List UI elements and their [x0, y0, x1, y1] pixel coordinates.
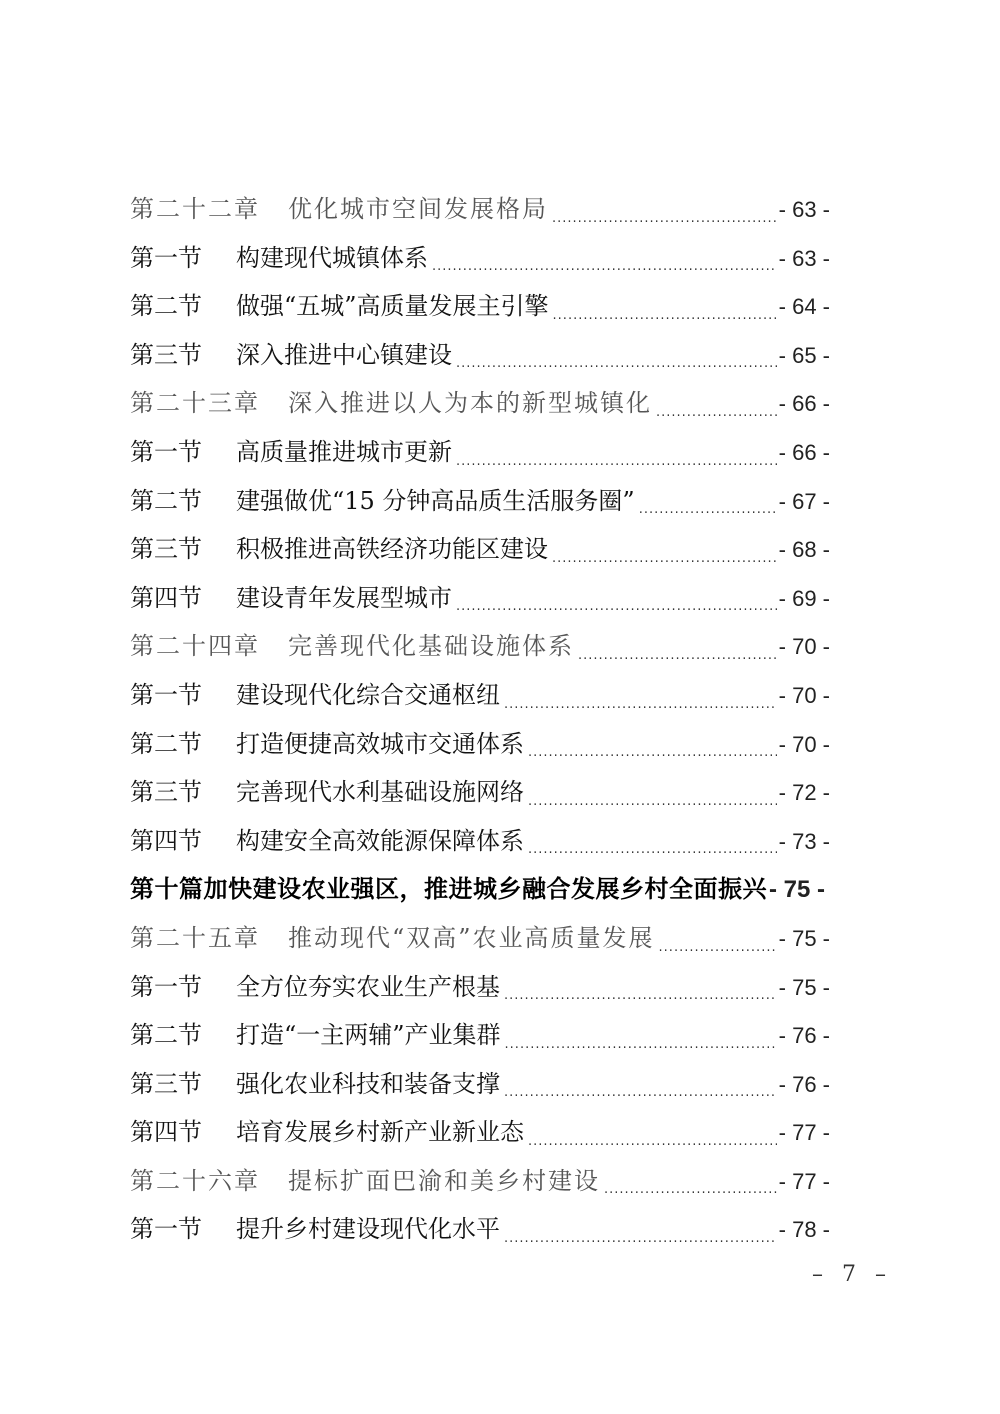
toc-entry-page: - 66 - [778, 439, 830, 465]
toc-entry-page: - 75 - [778, 925, 830, 951]
toc-entry-label: 第二十六章 [130, 1166, 260, 1195]
toc-entry-label: 第二十五章 [130, 923, 260, 952]
toc-entry-label: 第四节 [130, 1118, 202, 1147]
toc-section-entry[interactable] [130, 963, 830, 1012]
dot-leader [552, 204, 777, 234]
dot-leader [552, 544, 777, 574]
toc-entry-title: 深入推进中心镇建设 [236, 340, 452, 369]
toc-section-entry[interactable] [130, 671, 830, 720]
toc-entry-page: - 76 - [778, 1071, 830, 1097]
toc-chapter-entry[interactable] [130, 622, 830, 671]
toc-entry-title: 培育发展乡村新产业新业态 [236, 1118, 524, 1147]
toc-chapter-entry[interactable] [130, 1157, 830, 1206]
dot-leader [604, 1175, 777, 1205]
toc-entry-title: 打造便捷高效城市交通体系 [236, 729, 524, 758]
toc-entry-title: 建设青年发展型城市 [236, 583, 452, 612]
toc-chapter-entry[interactable] [130, 379, 830, 428]
toc-section-entry[interactable] [130, 1060, 830, 1109]
toc-entry-title: 提标扩面巴渝和美乡村建设 [288, 1166, 600, 1195]
toc-entry-label: 第一节 [130, 680, 202, 709]
toc-entry-page: - 63 - [778, 197, 830, 222]
dot-leader [659, 933, 777, 963]
page-number: – 7 – [812, 1262, 892, 1287]
toc-entry-label: 第一节 [130, 972, 202, 1001]
dot-leader [528, 835, 777, 865]
toc-entry-page: - 70 - [778, 634, 830, 660]
toc-entry-label: 第一节 [130, 437, 202, 466]
toc-entry-label: 第二十三章 [130, 389, 260, 418]
toc-section-entry[interactable] [130, 720, 830, 769]
toc-entry-label: 第二十四章 [130, 632, 260, 661]
dot-leader [528, 1127, 777, 1157]
toc-entry-label: 第二十二章 [130, 195, 260, 223]
toc-section-entry[interactable] [130, 525, 830, 574]
toc-entry-page: - 65 - [778, 342, 830, 368]
toc-entry-title: 加快建设农业强区，推进城乡融合发展乡村全面振兴 [203, 875, 767, 904]
toc-entry-label: 第三节 [130, 778, 202, 807]
dot-leader [528, 787, 777, 817]
toc-entry-title: 做强“五城”高质量发展主引擎 [236, 292, 549, 321]
toc-section-entry[interactable] [130, 234, 830, 283]
toc-entry-title: 深入推进以人为本的新型城镇化 [288, 389, 652, 418]
dot-leader [504, 1078, 777, 1108]
toc-entry-title: 积极推进高铁经济功能区建设 [236, 535, 548, 564]
toc-entry-title: 打造“一主两辅”产业集群 [236, 1021, 501, 1050]
toc-section-entry[interactable] [130, 1108, 830, 1157]
toc-entry-title: 完善现代水利基础设施网络 [236, 778, 524, 807]
dot-leader [456, 592, 777, 622]
toc-entry-page: - 75 - [778, 974, 830, 1000]
dot-leader [578, 641, 777, 671]
toc-entry-label: 第十篇 [130, 875, 204, 904]
toc-entry-title: 建强做优“15 分钟高品质生活服务圈” [236, 486, 635, 515]
toc-entry-title: 推动现代“双高”农业高质量发展 [288, 923, 655, 952]
toc-entry-page: - 64 - [778, 294, 830, 320]
toc-entry-label: 第四节 [130, 826, 202, 855]
dot-leader [656, 398, 777, 428]
toc-entry-title: 全方位夯实农业生产根基 [236, 972, 500, 1001]
toc-entry-page: - 77 - [778, 1120, 830, 1146]
toc-section-entry[interactable] [130, 1205, 830, 1254]
toc-section-entry[interactable] [130, 282, 830, 331]
toc-entry-page: - 69 - [778, 585, 830, 611]
toc-entry-label: 第三节 [130, 340, 202, 369]
toc-entry-label: 第二节 [130, 1021, 202, 1050]
toc-section-entry[interactable] [130, 331, 830, 380]
toc-chapter-entry[interactable] [130, 185, 830, 234]
toc-entry-label: 第二节 [130, 292, 202, 321]
toc-entry-label: 第二节 [130, 486, 202, 515]
dot-leader [504, 981, 777, 1011]
toc-entry-label: 第三节 [130, 535, 202, 564]
toc-entry-label: 第二节 [130, 729, 202, 758]
dot-leader [504, 1224, 777, 1254]
dot-leader [505, 1030, 777, 1060]
toc-entry-label: 第四节 [130, 583, 202, 612]
toc-entry-page: - 70 - [778, 682, 830, 708]
dot-leader [504, 690, 777, 720]
dot-leader [528, 738, 777, 768]
toc-entry-title: 构建安全高效能源保障体系 [236, 826, 524, 855]
toc-section-entry[interactable] [130, 1011, 830, 1060]
toc-entry-page: - 70 - [778, 731, 830, 757]
toc-entry-title: 优化城市空间发展格局 [288, 195, 548, 223]
toc-entry-title: 强化农业科技和装备支撑 [236, 1069, 500, 1098]
dot-leader [456, 447, 777, 477]
toc-entry-page: - 67 - [778, 488, 830, 514]
dot-leader [432, 252, 777, 282]
toc-entry-page: - 78 - [778, 1217, 830, 1243]
toc-entry-title: 建设现代化综合交通枢纽 [236, 680, 500, 709]
toc-chapter-entry[interactable] [130, 914, 830, 963]
toc-part-entry[interactable] [130, 865, 920, 914]
toc-entry-title: 构建现代城镇体系 [236, 243, 428, 272]
toc-entry-title: 提升乡村建设现代化水平 [236, 1215, 500, 1244]
toc-entry-title: 高质量推进城市更新 [236, 437, 452, 466]
toc-section-entry[interactable] [130, 817, 830, 866]
dot-leader [553, 301, 777, 331]
table-of-contents [130, 185, 830, 1254]
toc-entry-label: 第三节 [130, 1069, 202, 1098]
toc-entry-page: - 75 - [769, 876, 826, 904]
toc-entry-title: 完善现代化基础设施体系 [288, 632, 574, 661]
dot-leader [639, 495, 777, 525]
toc-entry-page: - 76 - [778, 1023, 830, 1049]
toc-section-entry[interactable] [130, 428, 830, 477]
toc-section-entry[interactable] [130, 768, 830, 817]
toc-entry-page: - 77 - [778, 1168, 830, 1194]
toc-entry-page: - 72 - [778, 780, 830, 806]
toc-entry-label: 第一节 [130, 243, 202, 272]
toc-section-entry[interactable] [130, 477, 830, 526]
dot-leader [456, 349, 777, 379]
toc-entry-page: - 66 - [778, 391, 830, 417]
toc-section-entry[interactable] [130, 574, 830, 623]
toc-entry-page: - 68 - [778, 537, 830, 563]
toc-entry-label: 第一节 [130, 1215, 202, 1244]
toc-entry-page: - 63 - [778, 245, 830, 271]
toc-entry-page: - 73 - [778, 828, 830, 854]
